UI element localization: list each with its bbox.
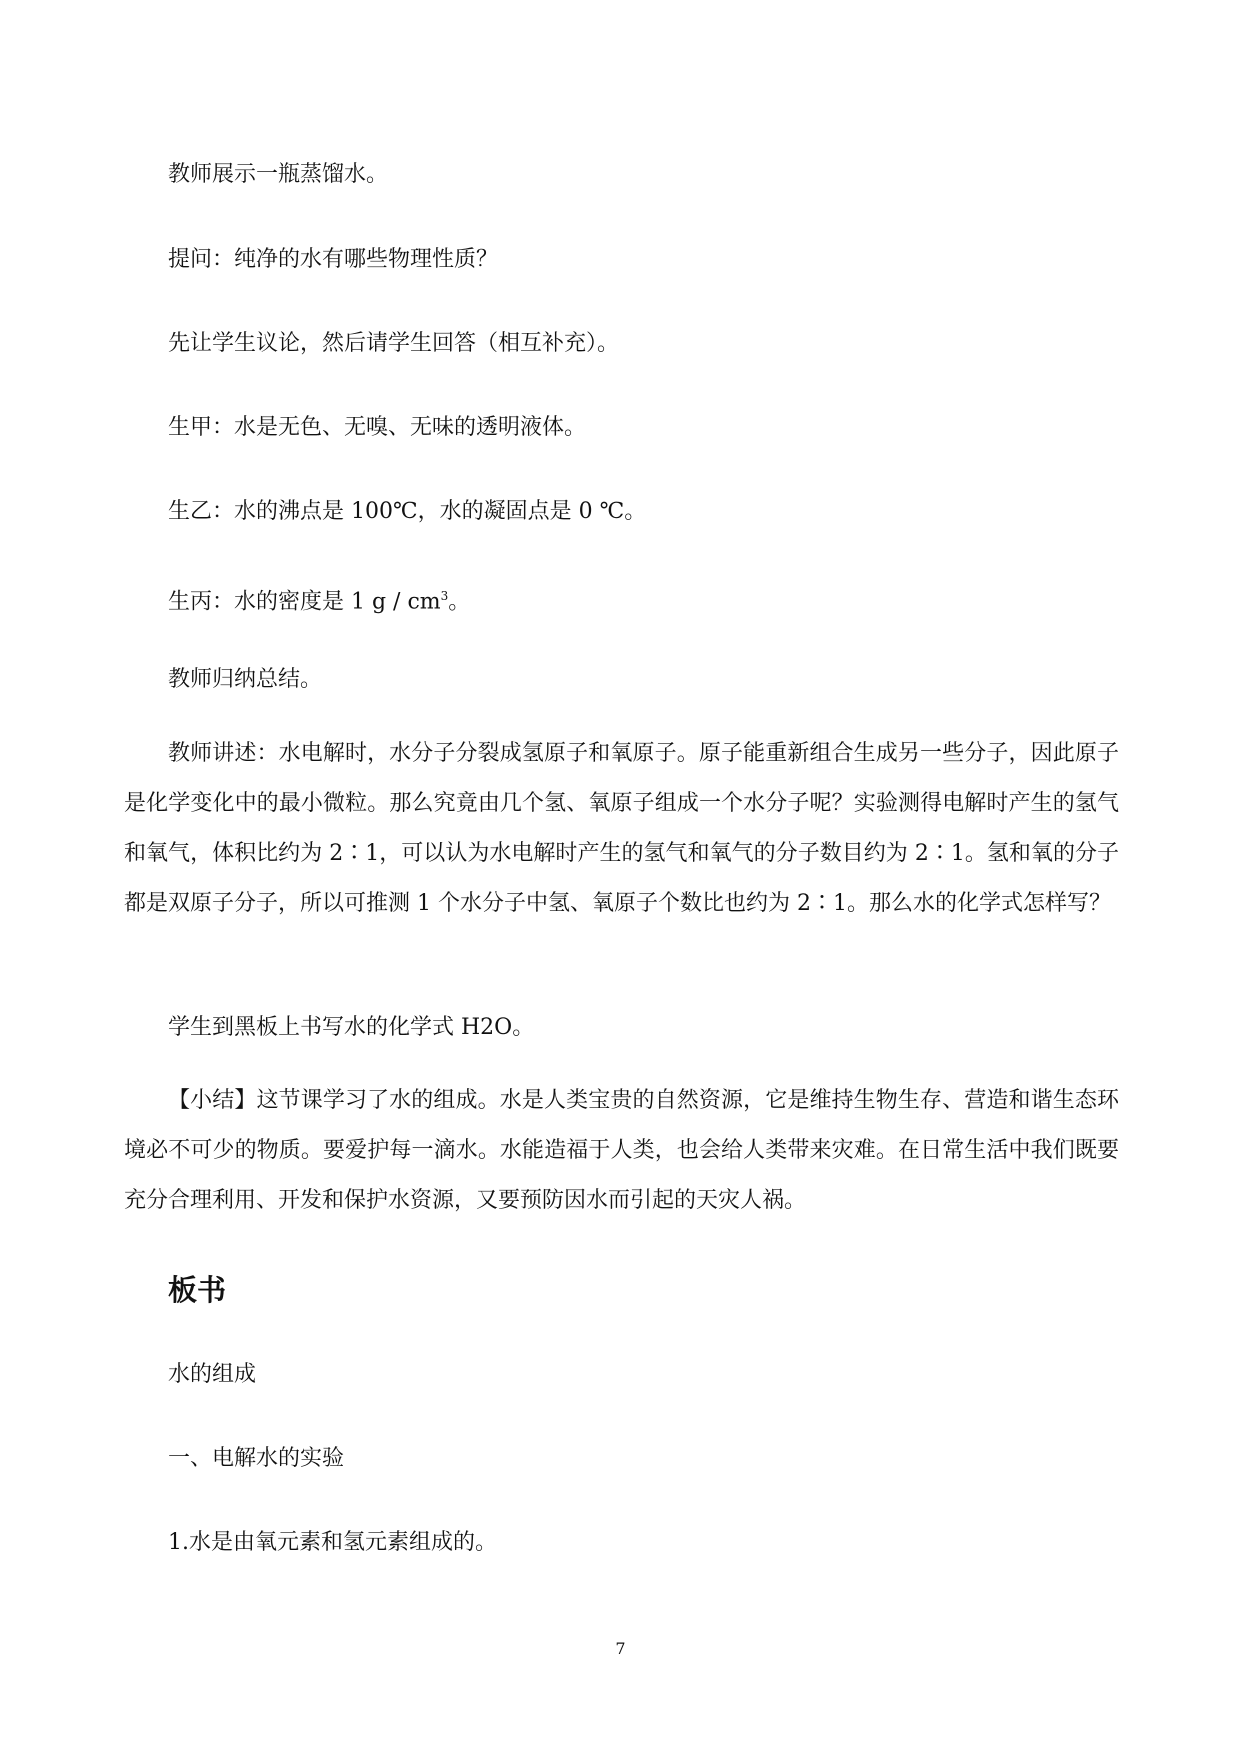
superscript-3: 3 <box>440 589 449 603</box>
section-heading-blackboard: 板书 <box>168 1273 227 1307</box>
line-discussion: 先让学生议论，然后请学生回答（相互补充）。 <box>168 331 620 356</box>
line-question: 提问：纯净的水有哪些物理性质？ <box>168 247 499 272</box>
paragraph-teacher-explains: 教师讲述：水电解时，水分子分裂成氢原子和氧原子。原子能重新组合生成另一些分子，因此原子是化学变化中的最小微粒。那么究竟由几个氢、氧原子组成一个水分子呢？实验测得电解时产生的氢气和氧气，体积比约为 2∶1，可以认为水电解时产生的氢气和氧气的分子数目约为 2∶1。氢和氧的分子都是双原子分子，所以可推测 1 个水分子中氢、氧原子个数比也约为 2∶1。那么水的化学式怎样写？ <box>124 741 1119 916</box>
line-teacher-shows: 教师展示一瓶蒸馏水。 <box>168 162 389 187</box>
line-student-writes-formula: 学生到黑板上书写水的化学式 H2O。 <box>168 1015 535 1040</box>
board-line-section-one: 一、电解水的实验 <box>168 1446 345 1471</box>
line-student-c-text: 生丙：水的密度是 1 g / cm <box>168 589 441 615</box>
line-student-c-end: 。 <box>448 589 471 615</box>
line-student-b: 生乙：水的沸点是 100℃，水的凝固点是 0 ℃。 <box>168 499 647 524</box>
line-student-a: 生甲：水是无色、无嗅、无味的透明液体。 <box>168 415 587 440</box>
paragraph-summary: 【小结】这节课学习了水的组成。水是人类宝贵的自然资源，它是维持生物生存、营造和谐生态环境必不可少的物质。要爱护每一滴水。水能造福于人类，也会给人类带来灾难。在日常生活中我们既要充分合理利用、开发和保护水资源，又要预防因水而引起的天灾人祸。 <box>124 1088 1119 1213</box>
line-teacher-summary: 教师归纳总结。 <box>168 667 323 692</box>
board-line-title: 水的组成 <box>168 1362 257 1387</box>
page-number: 7 <box>615 1639 626 1658</box>
line-student-c <box>168 584 470 614</box>
board-line-point-one: 1.水是由氧元素和氢元素组成的。 <box>168 1530 497 1555</box>
